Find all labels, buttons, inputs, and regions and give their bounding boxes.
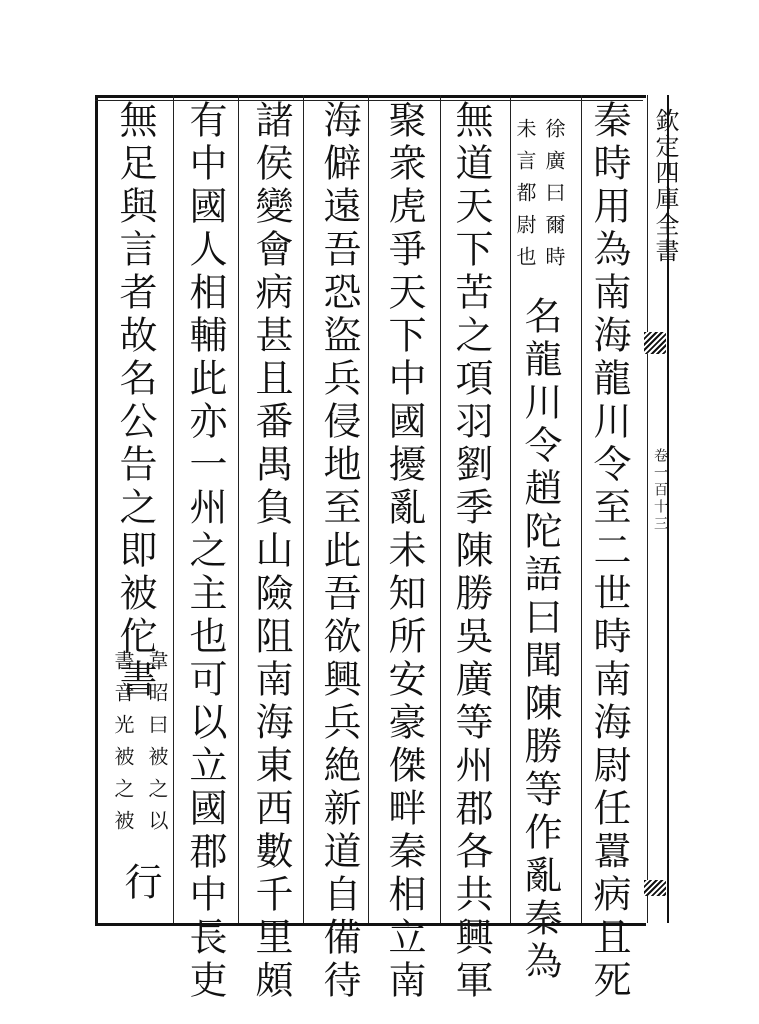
text-column-1: 秦時用為南海龍川令至二世時南海尉任囂病且死 bbox=[587, 100, 631, 1003]
text-column-7: 有中國人相輔此亦一州之主也可以立國郡中長吏 bbox=[183, 100, 227, 1003]
annotation-col8-b: 書音光被之被 bbox=[111, 650, 135, 842]
text-column-8-end: 行 bbox=[118, 862, 162, 905]
fish-tail-mark bbox=[644, 880, 666, 896]
column-rule bbox=[368, 95, 369, 923]
text-column-6: 諸侯變會病甚且番禺負山險阻南海東西數千里頗 bbox=[249, 100, 293, 1003]
annotation-col2-a: 徐廣曰爾時 bbox=[542, 118, 566, 278]
frame-inner-rule bbox=[95, 100, 643, 101]
annotation-col2-b: 未言都尉也 bbox=[513, 118, 537, 278]
column-rule bbox=[510, 95, 511, 923]
text-column-2: 名龍川令趙陀語曰聞陳勝等作亂秦為 bbox=[518, 296, 562, 984]
volume-label: 卷一百十三 bbox=[652, 448, 668, 533]
column-rule bbox=[238, 95, 239, 923]
column-rule bbox=[173, 95, 174, 923]
text-column-4: 聚衆虎爭天下中國擾亂未知所安豪傑畔秦相立南 bbox=[382, 100, 426, 1003]
text-column-5: 海僻遠吾恐盜兵侵地至此吾欲興兵絶新道自備待 bbox=[317, 100, 361, 1003]
column-rule bbox=[581, 95, 582, 923]
text-column-3: 無道天下苦之項羽劉季陳勝吳廣等州郡各共興軍 bbox=[449, 100, 493, 1003]
fish-tail-mark bbox=[644, 332, 666, 354]
text-column-8: 無足與言者故名公告之即被佗書 bbox=[113, 100, 157, 702]
column-rule bbox=[303, 95, 304, 923]
annotation-col8-a: 韋昭曰被之以 bbox=[145, 650, 169, 842]
column-rule bbox=[440, 95, 441, 923]
collection-title: 欽定四庫全書 bbox=[651, 108, 679, 264]
